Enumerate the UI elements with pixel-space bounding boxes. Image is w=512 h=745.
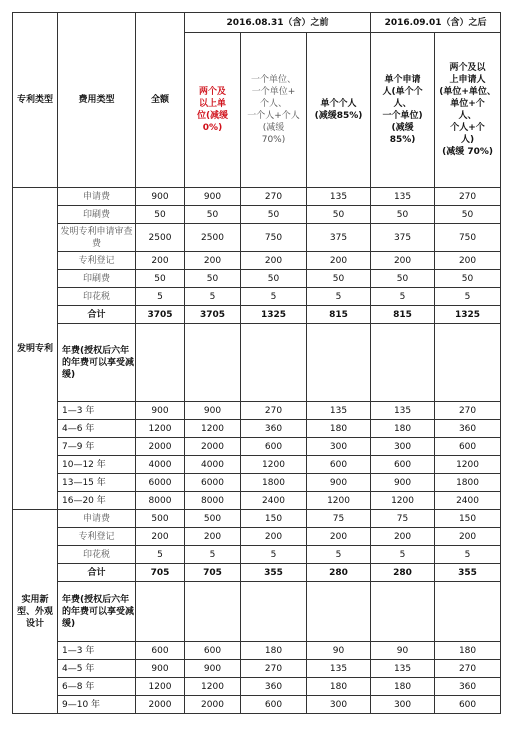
one-unit-cell: 600 (241, 696, 307, 714)
single-person-cell: 180 (307, 420, 371, 438)
fee-type-cell: 申请费 (58, 510, 136, 528)
two-units-cell: 4000 (185, 456, 241, 474)
empty-cell (241, 582, 307, 642)
annual-fee-label-row (13, 582, 501, 642)
table-row (13, 402, 501, 420)
one-unit-cell: 1200 (241, 456, 307, 474)
single-applicant-cell: 600 (371, 456, 435, 474)
empty-cell (307, 582, 371, 642)
header-line: 单位+个 (450, 99, 485, 109)
single-applicant-cell: 135 (371, 188, 435, 206)
table-row (13, 420, 501, 438)
annual-fee-label: 年费(授权后六年的年费可以享受减缓) (58, 582, 136, 642)
table-row (13, 306, 501, 324)
empty-cell (371, 324, 435, 402)
full-amount-cell: 500 (136, 510, 185, 528)
single-applicant-cell: 300 (371, 696, 435, 714)
header-line: 人、 (458, 111, 477, 121)
multi-applicant-cell: 1200 (435, 456, 501, 474)
single-applicant-cell: 75 (371, 510, 435, 528)
single-applicant-cell: 200 (371, 252, 435, 270)
table-row (13, 546, 501, 564)
fee-type-cell: 合计 (58, 564, 136, 582)
multi-applicant-cell: 50 (435, 270, 501, 288)
table-row (13, 270, 501, 288)
one-unit-cell: 150 (241, 510, 307, 528)
table-row (13, 206, 501, 224)
single-applicant-cell: 50 (371, 270, 435, 288)
table-row (13, 660, 501, 678)
one-unit-cell: 5 (241, 288, 307, 306)
multi-applicant-cell: 270 (435, 660, 501, 678)
one-unit-cell: 750 (241, 224, 307, 252)
multi-applicant-cell: 355 (435, 564, 501, 582)
full-amount-cell: 3705 (136, 306, 185, 324)
multi-applicant-cell: 50 (435, 206, 501, 224)
single-person-cell: 135 (307, 660, 371, 678)
full-amount-cell: 8000 (136, 492, 185, 510)
full-amount-cell: 200 (136, 252, 185, 270)
two-units-cell: 200 (185, 252, 241, 270)
fee-type-cell: 发明专利申请审查费 (58, 224, 136, 252)
fee-type-cell: 印刷费 (58, 270, 136, 288)
fee-type-cell: 4—6 年 (58, 420, 136, 438)
table-row (13, 564, 501, 582)
single-applicant-cell: 135 (371, 402, 435, 420)
one-unit-cell: 200 (241, 528, 307, 546)
multi-applicant-cell: 1325 (435, 306, 501, 324)
two-units-cell: 705 (185, 564, 241, 582)
fee-type-cell: 1—3 年 (58, 402, 136, 420)
one-unit-cell: 360 (241, 678, 307, 696)
empty-cell (435, 582, 501, 642)
single-applicant-cell: 815 (371, 306, 435, 324)
two-units-cell: 50 (185, 270, 241, 288)
empty-cell (185, 324, 241, 402)
fee-type-cell: 印花税 (58, 546, 136, 564)
header-col-single-applicant (371, 33, 435, 188)
table-row (13, 678, 501, 696)
empty-cell (185, 582, 241, 642)
one-unit-cell: 270 (241, 188, 307, 206)
full-amount-cell: 5 (136, 546, 185, 564)
full-amount-cell: 900 (136, 402, 185, 420)
header-col-single-person (307, 33, 371, 188)
annual-fee-label: 年费(授权后六年的年费可以享受减缓) (58, 324, 136, 402)
header-fee-type: 费用类型 (58, 13, 136, 188)
fee-type-cell: 申请费 (58, 188, 136, 206)
header-period-before: 2016.08.31（含）之前 (185, 13, 371, 33)
table-row (13, 224, 501, 252)
single-person-cell: 75 (307, 510, 371, 528)
fee-type-cell: 专利登记 (58, 252, 136, 270)
full-amount-cell: 1200 (136, 420, 185, 438)
full-amount-cell: 2000 (136, 438, 185, 456)
empty-cell (136, 324, 185, 402)
full-amount-cell: 1200 (136, 678, 185, 696)
single-person-cell: 300 (307, 696, 371, 714)
multi-applicant-cell: 270 (435, 188, 501, 206)
one-unit-cell: 600 (241, 438, 307, 456)
header-line: 上申请人 (449, 75, 486, 85)
one-unit-cell: 270 (241, 660, 307, 678)
header-line: 两个及以 (449, 63, 486, 73)
table-row (13, 438, 501, 456)
single-person-cell: 5 (307, 546, 371, 564)
multi-applicant-cell: 270 (435, 402, 501, 420)
header-line: (减缓 70%) (442, 147, 493, 157)
one-unit-cell: 180 (241, 642, 307, 660)
header-line: 一个人+个人 (247, 111, 300, 121)
two-units-cell: 6000 (185, 474, 241, 492)
multi-applicant-cell: 150 (435, 510, 501, 528)
single-applicant-cell: 280 (371, 564, 435, 582)
multi-applicant-cell: 1800 (435, 474, 501, 492)
full-amount-cell: 50 (136, 206, 185, 224)
section-label-invention: 发明专利 (13, 188, 58, 510)
single-person-cell: 5 (307, 288, 371, 306)
full-amount-cell: 600 (136, 642, 185, 660)
header-line: 人(单个个 (382, 87, 423, 97)
two-units-cell: 3705 (185, 306, 241, 324)
empty-cell (136, 582, 185, 642)
two-units-cell: 1200 (185, 678, 241, 696)
header-line: 个人+个 (450, 123, 485, 133)
one-unit-cell: 360 (241, 420, 307, 438)
fee-type-cell: 7—9 年 (58, 438, 136, 456)
fee-type-cell: 合计 (58, 306, 136, 324)
single-applicant-cell: 180 (371, 678, 435, 696)
header-col-two-units (185, 33, 241, 188)
one-unit-cell: 2400 (241, 492, 307, 510)
single-person-cell: 280 (307, 564, 371, 582)
two-units-cell: 2000 (185, 696, 241, 714)
one-unit-cell: 5 (241, 546, 307, 564)
two-units-cell: 200 (185, 528, 241, 546)
two-units-cell: 2500 (185, 224, 241, 252)
empty-cell (371, 582, 435, 642)
one-unit-cell: 1800 (241, 474, 307, 492)
two-units-cell: 1200 (185, 420, 241, 438)
header-line: 单个个人 (320, 99, 357, 109)
header-line: 以上单 (198, 99, 226, 109)
fee-type-cell: 9—10 年 (58, 696, 136, 714)
header-line: 位(减缓 (196, 111, 229, 121)
single-applicant-cell: 300 (371, 438, 435, 456)
header-line: 个人、 (259, 99, 287, 109)
header-line: 0%) (202, 123, 223, 133)
multi-applicant-cell: 5 (435, 546, 501, 564)
header-line: (减缓 (262, 123, 285, 133)
fee-type-cell: 4—5 年 (58, 660, 136, 678)
full-amount-cell: 4000 (136, 456, 185, 474)
full-amount-cell: 900 (136, 660, 185, 678)
multi-applicant-cell: 360 (435, 678, 501, 696)
two-units-cell: 900 (185, 402, 241, 420)
multi-applicant-cell: 750 (435, 224, 501, 252)
header-line: 两个及 (198, 87, 226, 97)
header-line: 一个单位) (382, 111, 423, 121)
single-person-cell: 815 (307, 306, 371, 324)
multi-applicant-cell: 600 (435, 438, 501, 456)
full-amount-cell: 5 (136, 288, 185, 306)
empty-cell (307, 324, 371, 402)
section-label-utility: 实用新型、外观设计 (13, 510, 58, 714)
header-line: 一个单位+ (251, 87, 296, 97)
two-units-cell: 5 (185, 546, 241, 564)
single-person-cell: 900 (307, 474, 371, 492)
table-row (13, 456, 501, 474)
full-amount-cell: 6000 (136, 474, 185, 492)
header-line: 人、 (393, 99, 412, 109)
table-row (13, 510, 501, 528)
full-amount-cell: 705 (136, 564, 185, 582)
multi-applicant-cell: 200 (435, 528, 501, 546)
single-person-cell: 135 (307, 402, 371, 420)
two-units-cell: 500 (185, 510, 241, 528)
two-units-cell: 50 (185, 206, 241, 224)
single-person-cell: 180 (307, 678, 371, 696)
one-unit-cell: 1325 (241, 306, 307, 324)
single-applicant-cell: 200 (371, 528, 435, 546)
one-unit-cell: 200 (241, 252, 307, 270)
single-person-cell: 375 (307, 224, 371, 252)
two-units-cell: 900 (185, 188, 241, 206)
single-person-cell: 135 (307, 188, 371, 206)
single-applicant-cell: 5 (371, 546, 435, 564)
single-person-cell: 1200 (307, 492, 371, 510)
fee-type-cell: 1—3 年 (58, 642, 136, 660)
two-units-cell: 600 (185, 642, 241, 660)
one-unit-cell: 270 (241, 402, 307, 420)
table-row (13, 188, 501, 206)
single-applicant-cell: 1200 (371, 492, 435, 510)
single-applicant-cell: 375 (371, 224, 435, 252)
single-person-cell: 200 (307, 252, 371, 270)
fee-type-cell: 16—20 年 (58, 492, 136, 510)
header-period-after: 2016.09.01（含）之后 (371, 13, 501, 33)
two-units-cell: 5 (185, 288, 241, 306)
table-row (13, 492, 501, 510)
header-line: 85%) (389, 135, 416, 145)
one-unit-cell: 50 (241, 206, 307, 224)
fee-type-cell: 13—15 年 (58, 474, 136, 492)
single-person-cell: 300 (307, 438, 371, 456)
header-line: 单个申请 (384, 75, 421, 85)
fee-type-cell: 印花税 (58, 288, 136, 306)
header-col-one-unit (241, 33, 307, 188)
annual-fee-label-row (13, 324, 501, 402)
multi-applicant-cell: 5 (435, 288, 501, 306)
two-units-cell: 8000 (185, 492, 241, 510)
full-amount-cell: 50 (136, 270, 185, 288)
empty-cell (241, 324, 307, 402)
header-patent-type: 专利类型 (13, 13, 58, 188)
single-person-cell: 600 (307, 456, 371, 474)
table-row (13, 474, 501, 492)
single-person-cell: 50 (307, 206, 371, 224)
empty-cell (435, 324, 501, 402)
table-row (13, 288, 501, 306)
header-line: 一个单位、 (250, 75, 296, 85)
header-full-amount: 全额 (136, 13, 185, 188)
single-person-cell: 90 (307, 642, 371, 660)
header-col-two-plus-applicants (435, 33, 501, 188)
single-applicant-cell: 900 (371, 474, 435, 492)
one-unit-cell: 355 (241, 564, 307, 582)
multi-applicant-cell: 180 (435, 642, 501, 660)
table-row (13, 696, 501, 714)
single-applicant-cell: 135 (371, 660, 435, 678)
patent-fee-table (12, 12, 501, 714)
single-applicant-cell: 180 (371, 420, 435, 438)
header-line: (单位+单位、 (439, 87, 496, 97)
two-units-cell: 2000 (185, 438, 241, 456)
full-amount-cell: 200 (136, 528, 185, 546)
multi-applicant-cell: 2400 (435, 492, 501, 510)
one-unit-cell: 50 (241, 270, 307, 288)
fee-type-cell: 6—8 年 (58, 678, 136, 696)
table-row (13, 528, 501, 546)
single-applicant-cell: 50 (371, 206, 435, 224)
header-line: (减缓85%) (314, 111, 363, 121)
multi-applicant-cell: 200 (435, 252, 501, 270)
header-line: (减缓 (391, 123, 414, 133)
multi-applicant-cell: 600 (435, 696, 501, 714)
full-amount-cell: 900 (136, 188, 185, 206)
header-line: 人) (460, 135, 475, 145)
header-line: 70%) (261, 135, 286, 145)
single-person-cell: 200 (307, 528, 371, 546)
single-applicant-cell: 5 (371, 288, 435, 306)
full-amount-cell: 2000 (136, 696, 185, 714)
fee-type-cell: 10—12 年 (58, 456, 136, 474)
fee-type-cell: 专利登记 (58, 528, 136, 546)
single-applicant-cell: 90 (371, 642, 435, 660)
single-person-cell: 50 (307, 270, 371, 288)
table-row (13, 252, 501, 270)
full-amount-cell: 2500 (136, 224, 185, 252)
table-row (13, 642, 501, 660)
two-units-cell: 900 (185, 660, 241, 678)
fee-type-cell: 印刷费 (58, 206, 136, 224)
multi-applicant-cell: 360 (435, 420, 501, 438)
